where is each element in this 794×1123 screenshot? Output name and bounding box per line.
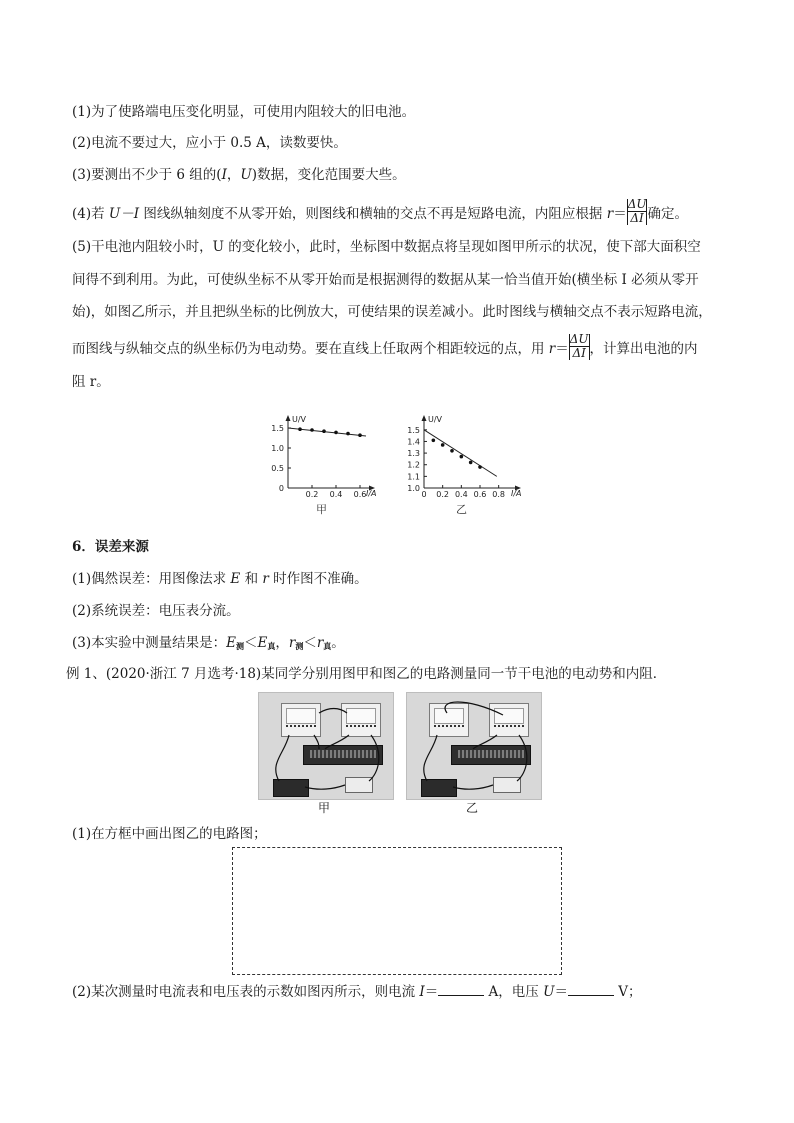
graph-jia-caption: 甲 (316, 503, 327, 516)
note-2 (72, 133, 347, 153)
graph-jia (262, 412, 392, 512)
note-3-symbol-u: U (240, 167, 252, 183)
s1-text-c: 时作图不准确。 (268, 571, 368, 587)
note-4-text-c: 图线纵轴刻度不从零开始，则图线和横轴的交点不再是短路电流，内阻应根据 (139, 206, 607, 222)
wires (259, 693, 393, 799)
s3-sub-true: 真 (267, 641, 276, 651)
y-tick-label: 1.0 (407, 484, 420, 493)
note-4-text-d: 确定。 (647, 206, 688, 222)
graph-yi (398, 412, 538, 512)
s3-sub-measured: 测 (235, 641, 244, 651)
circuit-drawing-box[interactable] (232, 847, 562, 975)
note-4 (72, 197, 688, 228)
photo-yi-caption: 乙 (466, 801, 479, 815)
x-tick-label: 0.2 (305, 490, 319, 499)
q2-text-a: (2)某次测量时电流表和电压表的示数如图丙所示，则电流 (72, 984, 420, 1000)
x-tick-label: 0.6 (473, 490, 487, 499)
note-5-fraction (570, 333, 589, 360)
data-point (298, 427, 302, 431)
data-point (450, 449, 454, 453)
x-tick-label: 0 (421, 490, 427, 499)
x-axis-label: I/A (366, 489, 377, 498)
note-3-text-a: (3)要测出不少于 6 组的( (72, 167, 222, 183)
note-1 (72, 102, 415, 122)
s1-text-b: 和 (240, 571, 263, 587)
graph-yi-caption: 乙 (456, 503, 467, 516)
fit-line (424, 430, 497, 477)
note-5-text-1: (5)干电池内阻较小时，U 的变化较小，此时，坐标图中数据点将呈现如图甲所示的状况，使下部大面积空 (72, 239, 701, 255)
section-6-item-2: (2)系统误差：电压表分流。 (72, 603, 240, 619)
note-5-line-5 (72, 372, 110, 392)
x-tick-label: 0.2 (436, 490, 450, 499)
s3-r-true: r (316, 635, 324, 651)
fraction-denominator: ΔI (630, 211, 644, 225)
q2-equals-2: ＝ (554, 984, 568, 1000)
data-point (346, 432, 350, 436)
data-point (469, 461, 473, 465)
note-5-line-2 (72, 270, 699, 290)
question-1: (1)在方框中画出图乙的电路图； (72, 826, 267, 842)
abs-bar-right (646, 199, 647, 225)
y-tick-label: 1.2 (407, 460, 420, 470)
note-5-line-4 (72, 332, 698, 363)
s3-text-a: (3)本实验中测量结果是： (72, 635, 227, 651)
note-3 (72, 165, 406, 185)
y-axis-label: U/V (428, 415, 443, 424)
y-tick-label: 1.5 (407, 425, 420, 435)
s3-comma: ， (275, 635, 289, 651)
note-5-line-1 (72, 237, 701, 257)
current-answer-blank[interactable] (438, 981, 484, 996)
x-axis-label: I/A (511, 489, 522, 498)
y-tick-label: 1.5 (271, 424, 284, 433)
note-4-text-a: (4)若 (72, 206, 109, 222)
section-6-item-1 (72, 569, 368, 589)
abs-bar-right (589, 334, 590, 360)
s3-sub-true-r: 真 (323, 641, 332, 651)
y-tick-label: 0 (278, 484, 284, 493)
data-point (322, 429, 326, 433)
voltage-answer-blank[interactable] (568, 981, 614, 996)
note-3-text-b: )数据，变化范围要大些。 (251, 167, 406, 183)
question-2 (72, 981, 642, 1002)
section-6-heading: 6．误差来源 (72, 539, 149, 555)
note-3-comma: ， (226, 167, 241, 183)
s1-symbol-r: r (262, 571, 269, 587)
data-point (441, 443, 445, 447)
y-tick-label: 0.5 (271, 464, 284, 473)
s3-e-true: E (257, 635, 268, 651)
note-4-symbol-r: r (606, 206, 614, 222)
y-tick-label: 1.4 (407, 437, 420, 447)
note-3-symbol-i: I (221, 167, 227, 183)
note-5-text-4a: 而图线与纵轴交点的纵坐标仍为电动势。要在直线上任取两个相距较远的点，用 (72, 341, 549, 357)
y-axis-arrow (422, 415, 427, 421)
apparatus-photo-yi (406, 692, 542, 800)
y-axis-arrow (286, 415, 291, 421)
x-tick-label: 0.6 (353, 490, 367, 499)
apparatus-photo-jia (258, 692, 394, 800)
note-4-ui: U－I (108, 206, 140, 222)
note-1-text: (1)为了使路端电压变化明显，可使用内阻较大的旧电池。 (72, 104, 416, 120)
y-tick-label: 1.1 (407, 472, 420, 482)
y-tick-label: 1.3 (407, 449, 420, 459)
note-5-symbol-r: r (548, 341, 556, 357)
y-axis-label: U/V (292, 415, 307, 424)
q2-equals-1: ＝ (424, 984, 439, 1000)
x-tick-label: 0.8 (492, 490, 506, 499)
data-point (358, 433, 362, 437)
data-point (310, 428, 314, 432)
fraction-numerator: ΔU (627, 197, 647, 211)
section-6-item-3 (72, 633, 345, 656)
data-point (478, 465, 482, 469)
s3-e-measured: E (226, 635, 236, 651)
fraction-denominator: ΔI (572, 346, 586, 360)
y-tick-label: 1.0 (271, 444, 284, 453)
data-point (432, 438, 436, 442)
note-5-text-3: 始)，如图乙所示，并且把纵坐标的比例放大，可使结果的误差减小。此时图线与横轴交点不表示短路电流， (72, 304, 712, 320)
s3-period: 。 (331, 635, 345, 651)
fraction-numerator: ΔU (569, 332, 589, 346)
q2-symbol-i: I (419, 984, 425, 1000)
data-point (460, 455, 464, 459)
note-2-text: (2)电流不要过大，应小于 0.5 A，读数要快。 (72, 135, 347, 151)
note-5-text-2: 间得不到利用。为此，可使纵坐标不从零开始而是根据测得的数据从某一恰当值开始(横坐标 I 必须从零开 (72, 272, 699, 288)
note-4-equals: ＝ (613, 206, 627, 222)
note-4-fraction (628, 198, 647, 225)
note-5-line-3 (72, 302, 712, 322)
data-point (334, 431, 338, 435)
s3-less-than-r: ＜ (303, 635, 317, 651)
note-5-equals: ＝ (555, 341, 569, 357)
s1-text-a: (1)偶然误差：用图像法求 (72, 571, 231, 587)
s1-symbol-e: E (230, 571, 241, 587)
s3-r-measured: r (288, 635, 296, 651)
x-tick-label: 0.4 (454, 490, 468, 499)
wires (407, 693, 541, 799)
photo-jia-caption: 甲 (318, 801, 331, 815)
x-tick-label: 0.4 (329, 490, 343, 499)
q2-unit-v: V； (614, 984, 642, 1000)
note-5-text-5: 阻 r。 (72, 374, 110, 390)
note-5-text-4b: ，计算出电池的内 (589, 341, 698, 357)
q2-symbol-u: U (543, 984, 555, 1000)
q2-unit-a: A，电压 (484, 984, 544, 1000)
s3-sub-measured-r: 测 (295, 641, 304, 651)
example-intro: 例 1、(2020·浙江 7 月选考·18)某同学分别用图甲和图乙的电路测量同一节干电池的电动势和内阻． (66, 666, 667, 682)
s3-less-than: ＜ (243, 635, 258, 651)
